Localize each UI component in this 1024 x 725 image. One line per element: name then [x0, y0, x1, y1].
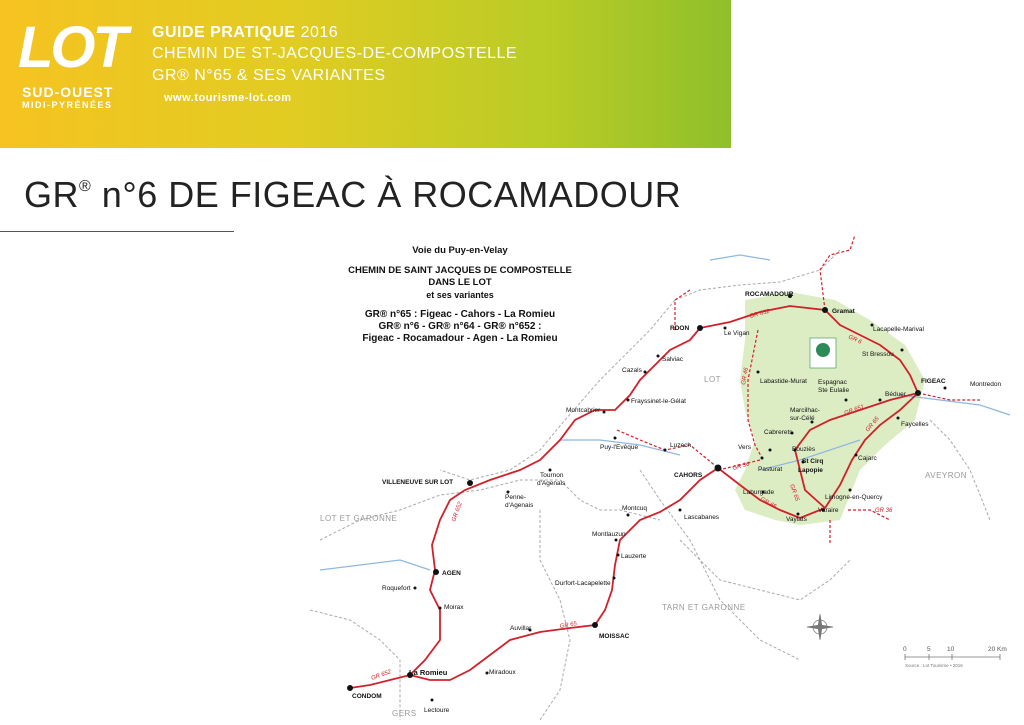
marker-villeneuve	[467, 480, 473, 486]
town-frayssinet: Frayssinet-le-Gélat	[631, 398, 686, 405]
guide-subtitle-1: CHEMIN DE ST-JACQUES-DE-COMPOSTELLE	[152, 45, 518, 62]
route-label-gr36: GR 36	[731, 461, 751, 472]
legend-line-1: Voie du Puy-en-Velay	[412, 245, 508, 256]
marker-agen	[433, 569, 439, 575]
town-roquefort: Roquefort	[382, 585, 411, 592]
town-salviac: Salviac	[662, 356, 683, 363]
town-cajarc: Cajarc	[858, 455, 877, 462]
legend-line-5: GR® n°65 : Figeac - Cahors - La Romieu	[364, 309, 556, 320]
map-source: Source : Lot Tourisme • 2016	[905, 663, 963, 668]
town-auvillar: Auvillar	[510, 625, 532, 632]
scale-10: 10	[947, 646, 955, 653]
route-label-gr65-b: GR 65	[788, 483, 800, 502]
town-cabrerets: Cabrerets	[764, 429, 793, 436]
route-label-gr65-a: GR 65	[864, 416, 881, 434]
region-tarn-garonne: TARN ET GARONNE	[662, 603, 746, 612]
gr652-route	[410, 328, 700, 675]
town-montredon: Montredon	[970, 381, 1002, 388]
legend-line-3: DANS LE LOT	[428, 277, 492, 288]
legend-line-6: GR® n°6 - GR® n°64 - GR® n°652 :	[378, 321, 542, 332]
town-moirax: Moirax	[444, 604, 464, 611]
town-gourdon: RDON	[670, 325, 690, 332]
marker-gourdon	[697, 325, 703, 331]
page-title	[24, 174, 681, 216]
guide-year: 2016	[300, 24, 339, 41]
town-cazals: Cazals	[622, 367, 642, 374]
marker-moissac	[592, 622, 598, 628]
town-lectoure: Lectoure	[424, 707, 450, 714]
route-label-gr6: GR 6	[847, 334, 863, 346]
town-agen: AGEN	[442, 570, 461, 577]
town-montlauzun: Montlauzun	[592, 531, 626, 538]
guide-subtitle-2: GR® N°65 & SES VARIANTES	[152, 67, 386, 84]
route-label-gr651: GR 651	[843, 404, 866, 417]
town-marcilhac-2: sur-Célé	[790, 415, 815, 422]
town-stbressou: St Bressou	[862, 351, 894, 358]
route-label-gr65-c: GR 65	[759, 496, 778, 511]
town-cahors: CAHORS	[674, 472, 703, 479]
header-banner	[0, 0, 731, 148]
town-levigan: Le Vigan	[724, 330, 750, 337]
scale-20: 20 Km	[988, 646, 1007, 653]
scale-bar	[903, 646, 1007, 668]
town-laburgade: Laburgade	[743, 489, 775, 496]
title-rule	[0, 231, 234, 232]
logo-text: LOT	[18, 15, 125, 80]
town-rocamadour: ROCAMADOUR	[745, 291, 794, 298]
town-penne-1: Penne-	[505, 494, 526, 501]
title-gr: GR	[24, 174, 79, 215]
logo-sub-2: MIDI-PYRÉNÉES	[22, 100, 113, 110]
lot-logo[interactable]	[18, 15, 136, 118]
legend-line-7: Figeac - Rocamadour - Agen - La Romieu	[362, 333, 558, 344]
town-marcilhac-1: Marcilhac-	[790, 407, 820, 414]
scale-5: 5	[927, 646, 931, 653]
town-vaylats: Vaylats	[786, 516, 807, 523]
town-villeneuve: VILLENEUVE SUR LOT	[382, 479, 454, 486]
region-gers: GERS	[392, 709, 417, 718]
town-vers: Vers	[738, 444, 752, 451]
town-laromieu: La Romieu	[409, 668, 448, 677]
route-label-gr652-b: GR 652	[451, 501, 464, 523]
route-label-gr652-a: GR 652	[370, 669, 393, 682]
town-condom: CONDOM	[352, 693, 382, 700]
town-stcirq-1: St Cirq	[802, 458, 824, 465]
marker-figeac	[915, 390, 921, 396]
region-lot: LOT	[704, 375, 722, 384]
route-label-gr652-c: GR 652	[748, 308, 771, 320]
town-durfort: Durfort-Lacapelette	[555, 580, 611, 587]
marker-gramat	[822, 307, 828, 313]
title-rest: n°6 DE FIGEAC À ROCAMADOUR	[91, 174, 682, 215]
guide-label: GUIDE PRATIQUE	[152, 24, 296, 41]
town-beduer: Béduer	[885, 391, 906, 398]
town-montcuq: Montcuq	[622, 505, 647, 512]
website-link[interactable]: www.tourisme-lot.com	[164, 92, 292, 104]
town-labastide: Labastide-Murat	[760, 378, 807, 385]
town-luzech: Luzech	[670, 442, 691, 449]
legend-line-4: et ses variantes	[426, 290, 494, 300]
legend-line-2: CHEMIN DE SAINT JACQUES DE COMPOSTELLE	[348, 265, 572, 276]
town-lauzerte: Lauzerte	[621, 553, 647, 560]
town-varaire: Varaire	[818, 507, 839, 514]
town-montcabrier: Montcabrier	[566, 407, 601, 414]
route-label-gr46: GR 46	[741, 367, 750, 386]
town-moissac: MOISSAC	[599, 633, 630, 640]
town-miradoux: Miradoux	[489, 669, 516, 676]
town-penne-2: d'Agenais	[505, 502, 534, 509]
town-lascabanes: Lascabanes	[684, 514, 720, 521]
route-label-gr36-b: GR 36	[875, 508, 893, 514]
compass-icon	[807, 614, 833, 640]
town-gramat: Gramat	[832, 308, 855, 315]
logo-sub-1: SUD-OUEST	[22, 84, 114, 100]
town-figeac: FIGEAC	[921, 378, 946, 385]
town-stcirq-2: Lapopie	[798, 467, 823, 474]
route-map	[300, 232, 1024, 725]
scale-0: 0	[903, 646, 907, 653]
route-label-gr65-d: GR 65	[559, 621, 578, 630]
guide-title	[152, 24, 338, 42]
park-logo	[810, 338, 836, 368]
town-lacapelle: Lacapelle-Marival	[873, 326, 924, 333]
town-tournon-1: Tournon	[540, 472, 564, 479]
town-bouzies: Bouziès	[792, 446, 816, 453]
region-lot-garonne: LOT ET GARONNE	[320, 514, 398, 523]
marker-cahors	[715, 465, 722, 472]
title-reg: ®	[79, 178, 92, 195]
town-limogne: Limogne-en-Quercy	[825, 494, 883, 501]
town-espagnac-1: Espagnac	[818, 379, 847, 386]
town-tournon-2: d'Agenais	[537, 480, 566, 487]
town-espagnac-2: Ste Eulalie	[818, 387, 850, 394]
town-pasturat: Pasturat	[758, 466, 783, 473]
town-puyleveque: Puy-l'Evêque	[600, 444, 639, 451]
marker-condom	[347, 685, 353, 691]
region-aveyron: AVEYRON	[925, 471, 968, 480]
town-faycelles: Faycelles	[901, 421, 929, 428]
